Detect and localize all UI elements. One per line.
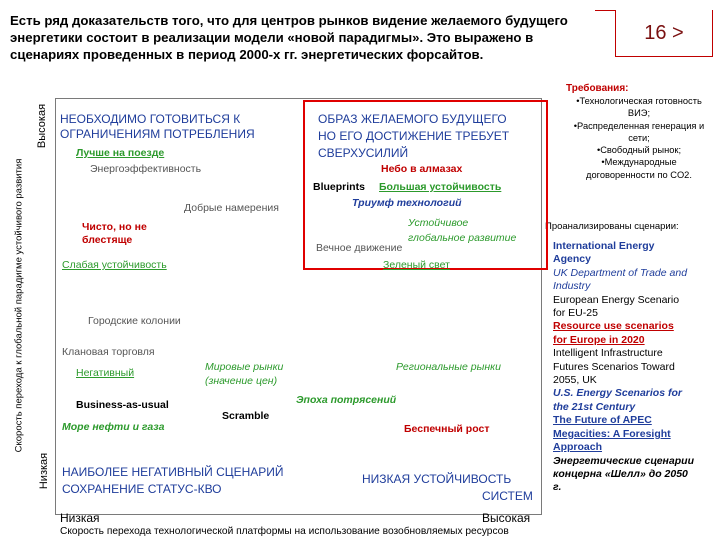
requirement-item: •Свободный рынок; <box>596 145 682 156</box>
scenario-item: г. <box>553 481 562 494</box>
scenario-item: концерна «Шелл» до 2050 <box>553 467 688 480</box>
scenario-link[interactable]: Resource use scenarios <box>553 320 674 333</box>
y-axis-label: Скорость перехода к глобальной парадигме устойчивого развития <box>13 158 25 453</box>
scenario-item: UK Department of Trade and <box>553 266 688 279</box>
quadrant-caption: СИСТЕМ <box>482 489 533 503</box>
scenario-label: Региональные рынки <box>396 361 501 373</box>
quadrant-caption: ОГРАНИЧЕНИЯМ ПОТРЕБЛЕНИЯ <box>60 127 255 141</box>
scenario-label: Чисто, но не <box>82 221 147 233</box>
scenario-label: глобальное развитие <box>408 232 517 244</box>
scenario-label: Беспечный рост <box>404 423 490 435</box>
scenario-label: Энергоэффективность <box>90 163 202 175</box>
scenario-label: Триумф технологий <box>352 197 462 209</box>
requirements-list <box>566 95 712 181</box>
scenario-label: Scramble <box>222 410 270 422</box>
scenario-label: Добрые намерения <box>184 202 279 214</box>
requirements-title: Требования: <box>566 83 629 94</box>
scenario-link[interactable]: for Europe in 2020 <box>553 333 645 346</box>
quadrant-caption: НАИБОЛЕЕ НЕГАТИВНЫЙ СЦЕНАРИЙ <box>62 465 284 479</box>
scenario-item: Intelligent Infrastructure <box>553 347 663 360</box>
scenario-label[interactable]: Негативный <box>76 367 135 379</box>
x-axis-low: Низкая <box>60 511 100 525</box>
requirement-item: •Технологическая готовность ВИЭ; <box>576 96 702 119</box>
scenario-label: Blueprints <box>313 181 365 193</box>
scenario-label: Мировые рынки <box>205 361 284 373</box>
requirement-item: •Международные договоренности по CO2. <box>586 157 692 180</box>
scenario-label: Эпоха потрясений <box>296 394 397 406</box>
scenarios-title: Проанализированы сценарии: <box>545 221 679 232</box>
scenarios-list <box>553 240 713 495</box>
scenario-link[interactable]: Megacities: A Foresight <box>553 427 671 440</box>
requirement-item: •Распределенная генерация и сети; <box>573 120 705 143</box>
scenario-label: Море нефти и газа <box>62 421 165 433</box>
quadrant-caption: СВЕРХУСИЛИЙ <box>318 146 409 160</box>
quadrant-caption: НЕОБХОДИМО ГОТОВИТЬСЯ К <box>60 112 241 126</box>
scenario-label: Городские колонии <box>88 315 181 327</box>
y-axis-low: Низкая <box>38 452 51 490</box>
scenario-link[interactable]: The Future of APEC <box>553 414 652 427</box>
scenario-item: Industry <box>553 280 591 293</box>
scenario-item: European Energy Scenario <box>553 293 680 306</box>
scenario-label[interactable]: Большая устойчивость <box>379 181 502 193</box>
scenario-label: Устойчивое <box>408 217 469 229</box>
quadrant-caption: СОХРАНЕНИЕ СТАТУС-КВО <box>62 482 222 496</box>
scenario-label[interactable]: Слабая устойчивость <box>62 259 167 271</box>
scenario-item: International Energy <box>553 240 655 252</box>
scenario-item: Энергетические сценарии <box>553 454 694 467</box>
page-number[interactable]: 16 > <box>615 10 713 57</box>
scenario-label: блестяще <box>82 234 133 246</box>
scenario-item: 2055, UK <box>553 374 597 387</box>
scenario-label[interactable]: Зеленый свет <box>383 259 450 271</box>
scenario-item: U.S. Energy Scenarios for <box>553 387 682 400</box>
quadrant-caption: НИЗКАЯ УСТОЙЧИВОСТЬ <box>362 472 512 486</box>
scenario-label[interactable]: Лучше на поезде <box>76 147 165 159</box>
quadrant-caption: ОБРАЗ ЖЕЛАЕМОГО БУДУЩЕГО <box>318 112 507 126</box>
y-axis-high: Высокая <box>36 103 49 149</box>
x-axis-label: Скорость перехода технологической платформы на использование возобновляемых ресурсов <box>60 526 509 537</box>
scenario-item: for EU-25 <box>553 307 598 320</box>
scenario-item: Agency <box>553 253 591 266</box>
scenario-label: Клановая торговля <box>62 346 155 358</box>
scenario-label: Вечное движение <box>316 242 403 254</box>
page-number-frame-line <box>595 10 615 11</box>
scenario-label: Небо в алмазах <box>381 163 463 175</box>
slide-title: Есть ряд доказательств того, что для центров рынков видение желаемого будущего энергетики состоит в реализации модели «новой парадигмы». Это выражено в сценариях проведенных в период 2000-х гг. энергетических форсайтов. <box>10 13 568 62</box>
scenario-label: (значение цен) <box>205 375 278 387</box>
scenario-item: the 21st Century <box>553 400 636 413</box>
scenario-item: Futures Scenarios Toward <box>553 360 675 373</box>
scenario-link[interactable]: Approach <box>553 441 603 454</box>
scenario-label: Business-as-usual <box>76 399 169 411</box>
x-axis-high: Высокая <box>482 511 531 525</box>
quadrant-caption: НО ЕГО ДОСТИЖЕНИЕ ТРЕБУЕТ <box>318 129 510 143</box>
